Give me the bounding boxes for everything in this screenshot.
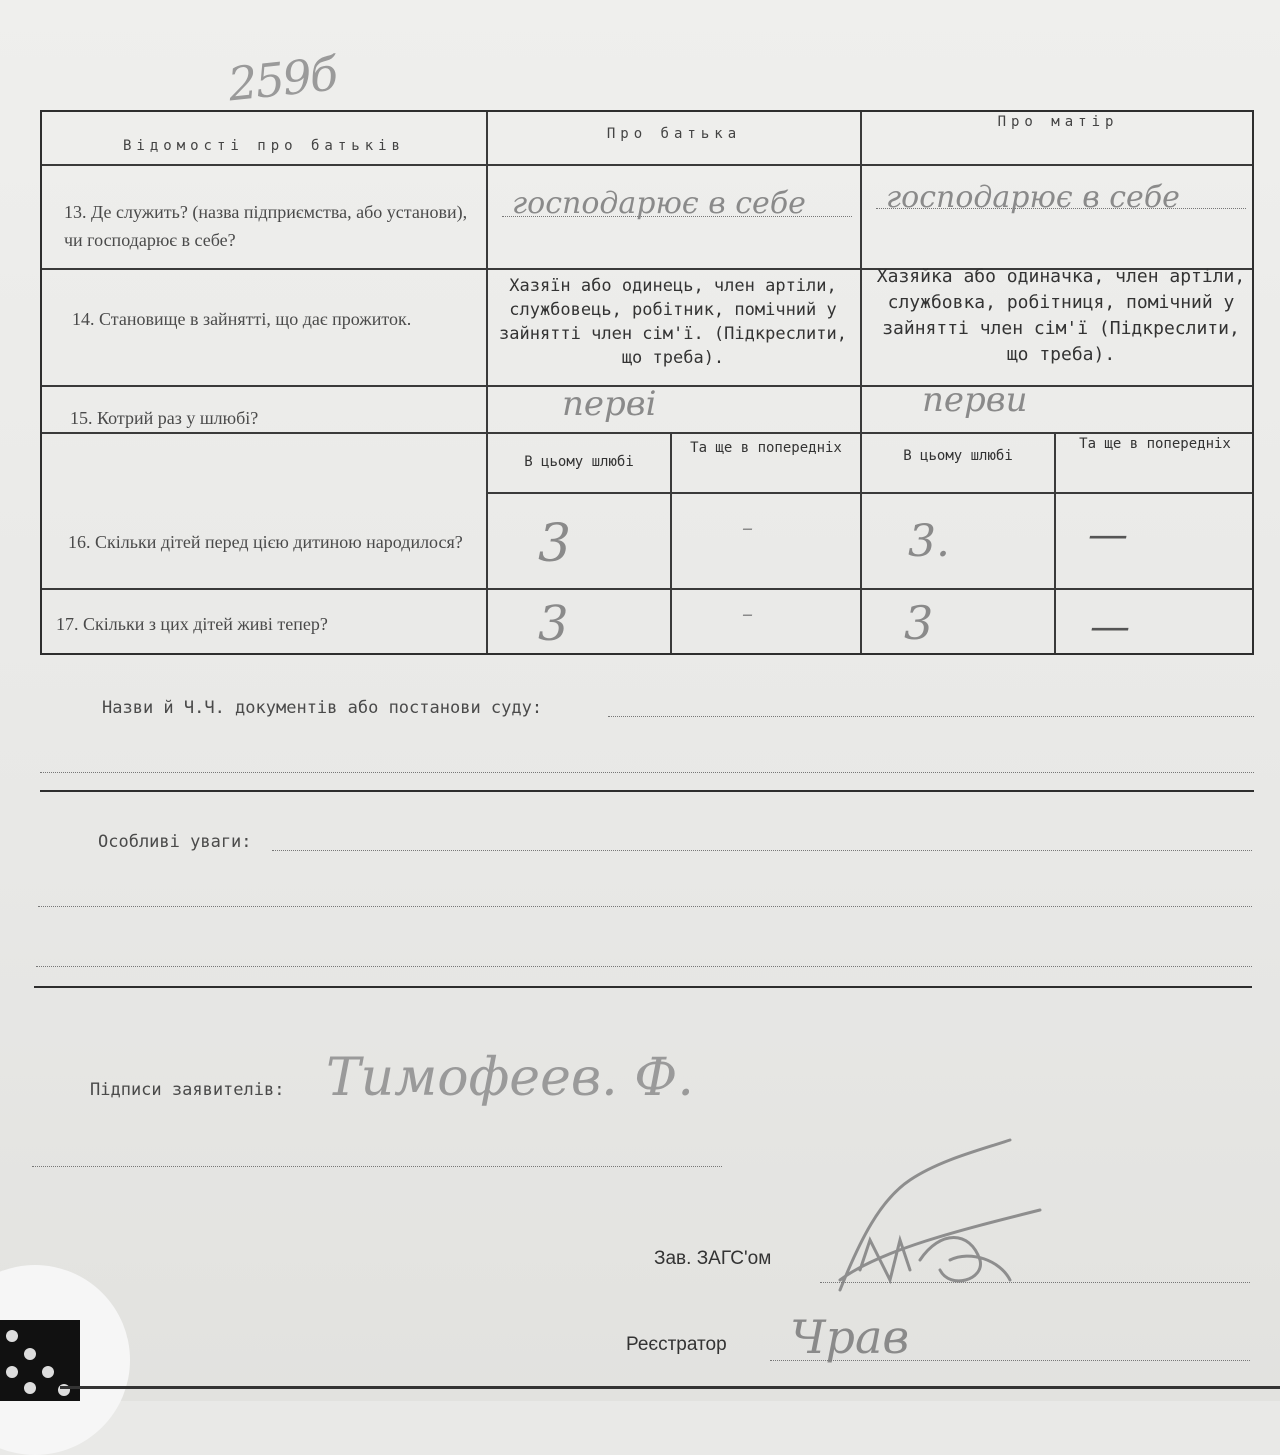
subheader-mother-this-marriage: В цьому шлюбі <box>903 448 1013 464</box>
father-children-living-previous: – <box>742 602 753 627</box>
mother-children-living-this: 3 <box>904 596 934 650</box>
section-rule <box>34 986 1252 988</box>
parents-info-table <box>40 110 1254 655</box>
head-label: Зав. ЗАГС'ом <box>654 1248 772 1269</box>
documents-line <box>608 716 1254 717</box>
question-17: 17. Скільки з цих дітей живі тепер? <box>56 614 328 634</box>
question-15: 15. Котрий раз у шлюбі? <box>70 408 259 428</box>
father-children-born-previous: – <box>742 516 753 541</box>
applicants-line <box>32 1166 722 1167</box>
registrar-signature: Чрав <box>790 1310 910 1364</box>
answer-line <box>502 216 852 217</box>
header-parents-info: Відомості про батьків <box>122 138 405 154</box>
notes-label: Особливі уваги: <box>98 832 252 852</box>
mother-children-born-previous: — <box>1088 512 1128 558</box>
row-divider <box>42 164 1252 166</box>
father-children-born-this: 3 <box>538 514 572 574</box>
archive-number: 259б <box>225 46 339 112</box>
father-workplace: господарює в себе <box>512 186 806 221</box>
column-divider <box>670 432 672 653</box>
question-16: 16. Скільки дітей перед цією дитиною народилося? <box>68 532 463 552</box>
header-father: Про батька <box>606 126 742 142</box>
notes-line <box>272 850 1252 851</box>
father-marriage-count: перві <box>562 384 657 424</box>
section-rule <box>40 790 1254 792</box>
column-divider <box>486 112 488 653</box>
notes-line <box>38 906 1252 907</box>
mother-employment-options: Хазяйка або одиначка, член артіли, службовка, робітниця, помічний у зайнятті член сім'ї (Підкреслити, що треба). <box>876 266 1246 365</box>
documents-line <box>40 772 1254 773</box>
applicants-signature: Тимофеев. Ф. <box>326 1048 694 1108</box>
question-13: 13. Де служить? (назва підприємства, або установи), чи господарює в себе? <box>64 202 468 250</box>
mother-children-living-previous: — <box>1090 604 1130 650</box>
header-mother: Про матір <box>997 114 1119 130</box>
row-divider <box>486 492 1252 494</box>
page-bottom-edge <box>60 1386 1280 1389</box>
father-children-living-this: 3 <box>538 596 569 652</box>
documents-label: Назви й Ч.Ч. документів або постанови суду: <box>102 698 543 718</box>
head-line <box>820 1282 1250 1283</box>
applicants-label: Підписи заявителів: <box>90 1080 285 1100</box>
subheader-mother-previous: Та ще в попередніх <box>1079 436 1231 452</box>
father-employment-options: Хазяїн або одинець, член артіли, службовець, робітник, помічний у зайнятті член сім'ї. (Підкреслити, що треба). <box>499 276 847 368</box>
registrar-line <box>770 1360 1250 1361</box>
mother-marriage-count: перви <box>922 380 1028 420</box>
column-divider <box>860 112 862 653</box>
row-divider <box>42 588 1252 590</box>
question-14: 14. Становище в зайнятті, що дає прожиток. <box>72 309 412 329</box>
registrar-label: Реєстратор <box>626 1334 727 1355</box>
subheader-father-previous: Та ще в попередніх <box>690 440 842 456</box>
mother-children-born-this: 3. <box>908 516 950 567</box>
notes-line <box>36 966 1252 967</box>
answer-line <box>876 208 1246 209</box>
subheader-father-this-marriage: В цьому шлюбі <box>524 454 634 470</box>
column-divider <box>1054 432 1056 653</box>
mother-workplace: господарює в себе <box>886 180 1180 215</box>
